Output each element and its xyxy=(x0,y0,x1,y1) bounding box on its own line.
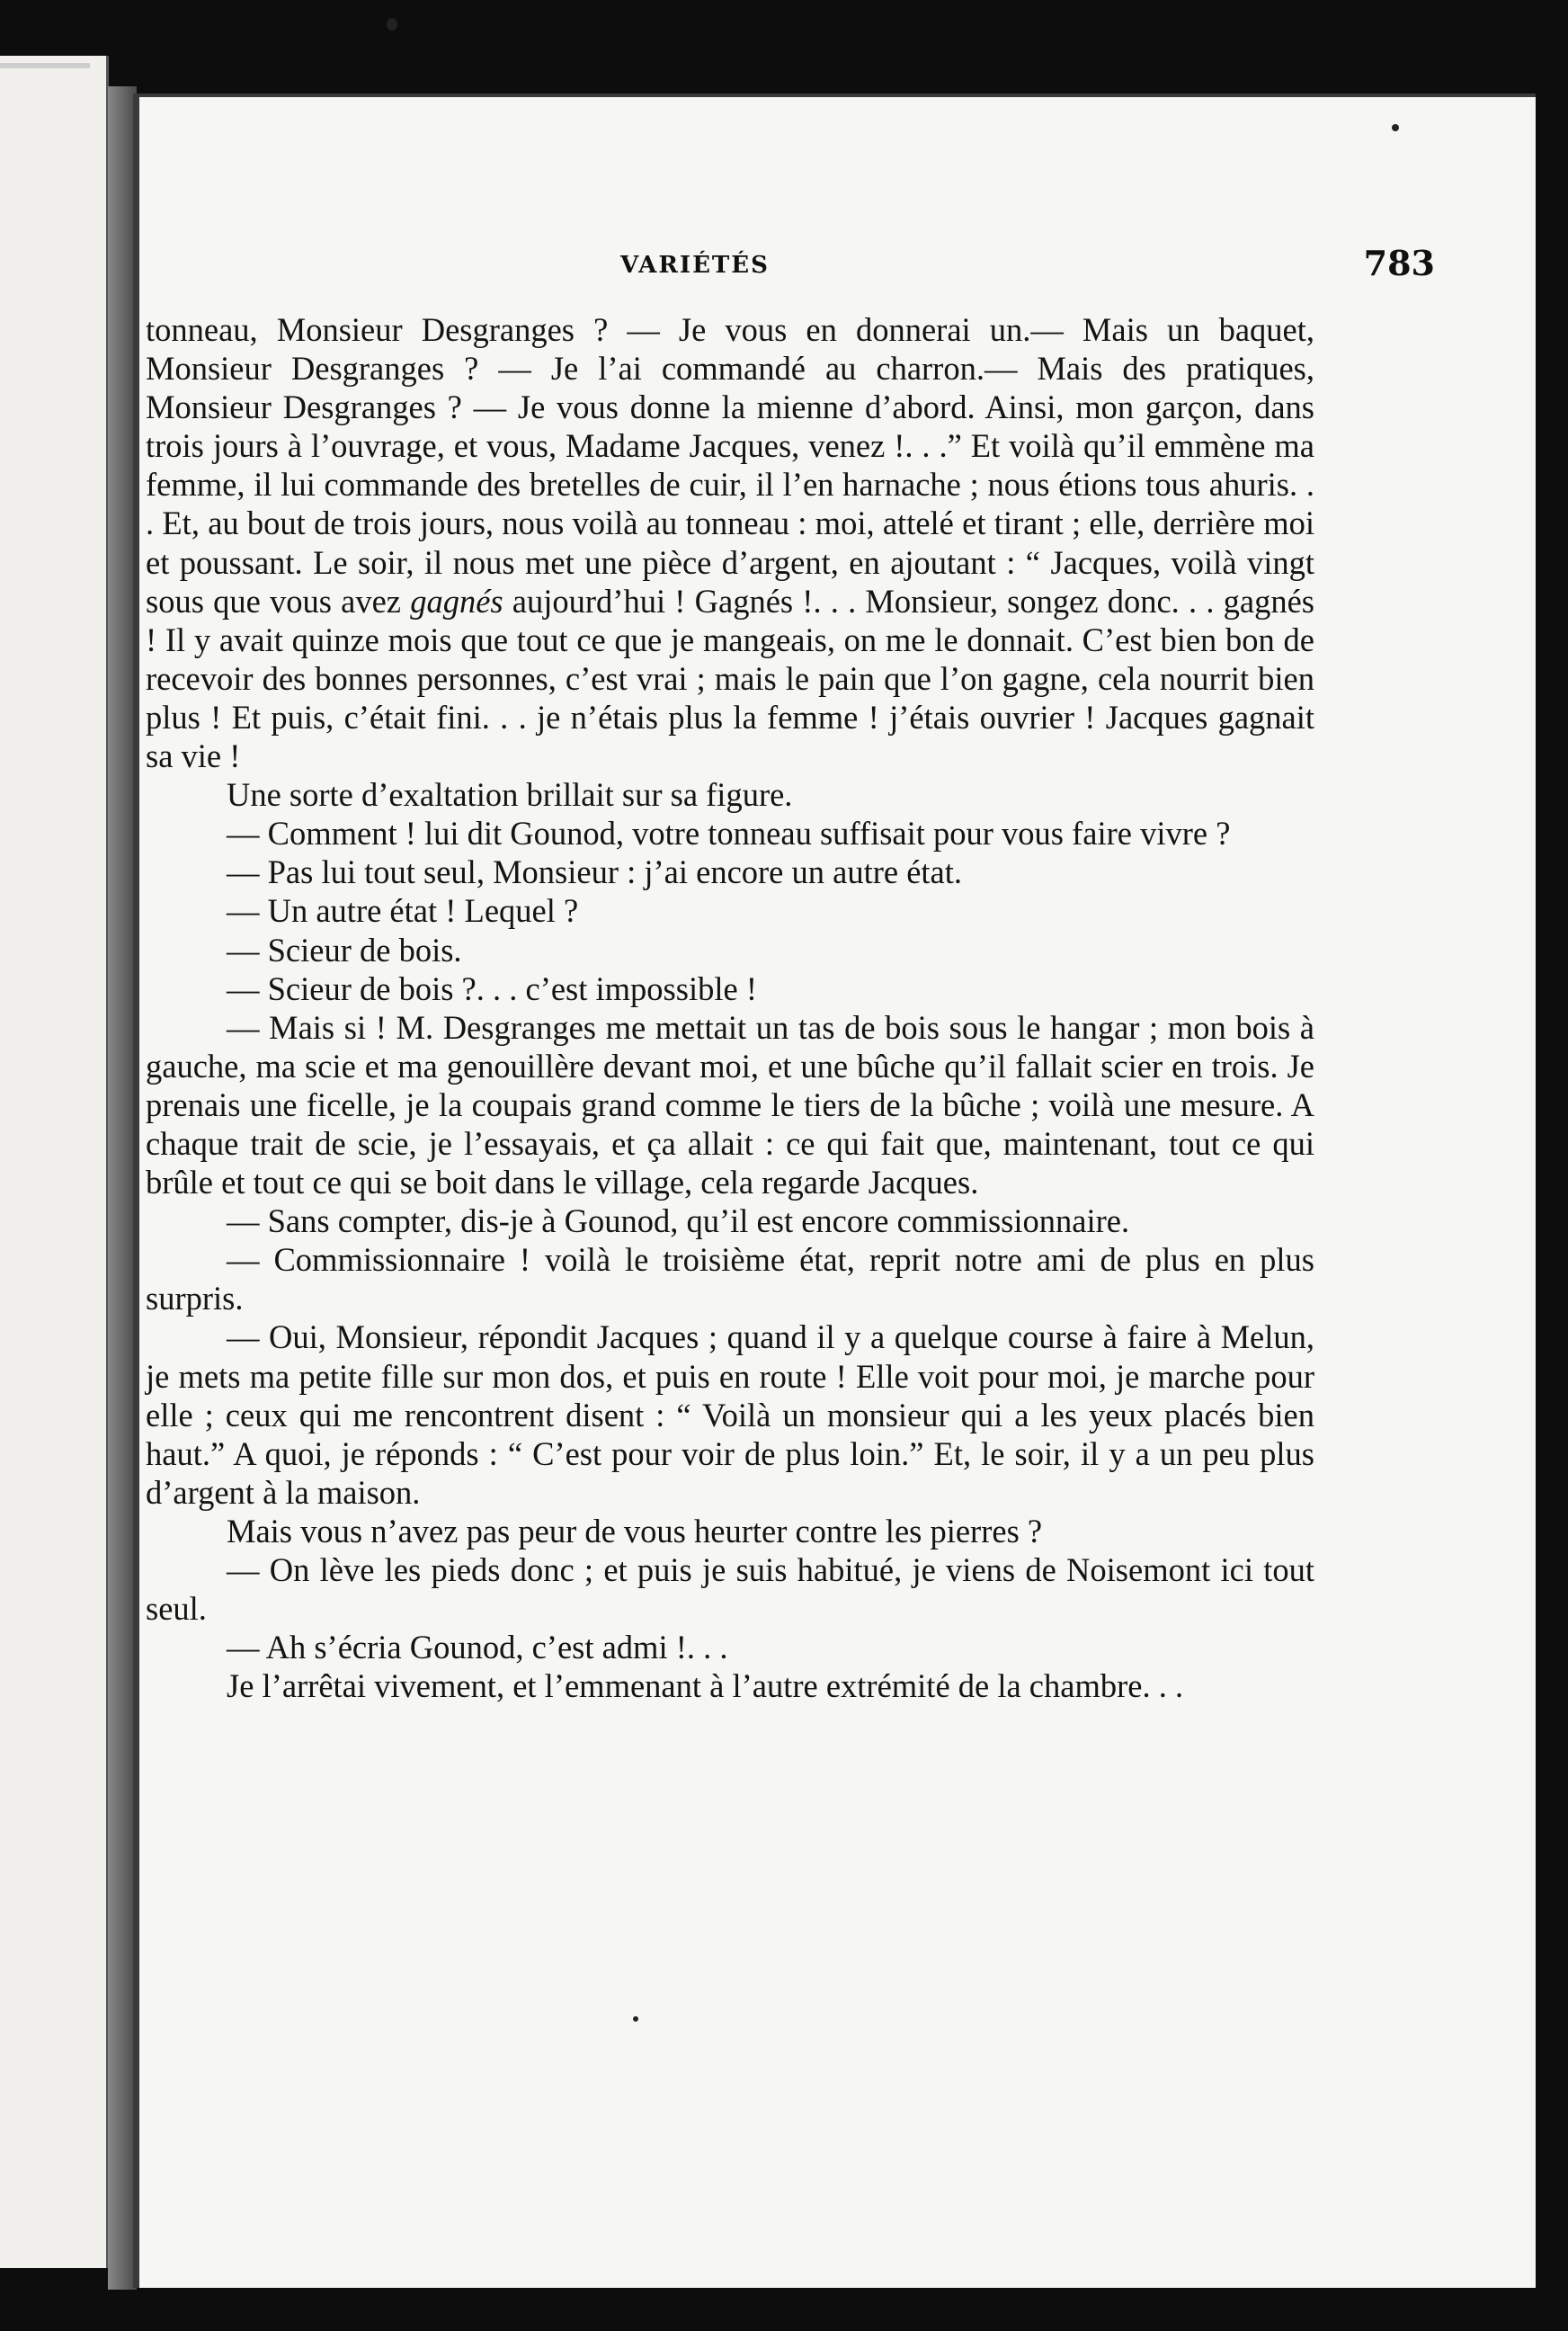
paragraph-3: — Comment ! lui dit Gounod, votre tonneau suffisait pour vous faire vivre ? xyxy=(227,815,1231,853)
paragraph-12: Mais vous n’avez pas peur de vous heurter contre les pierres ? xyxy=(227,1512,1043,1550)
paragraph-6: — Scieur de bois. xyxy=(227,931,462,969)
paragraph-11: — Oui, Monsieur, répondit Jacques ; quand il y a quelque course à faire à Melun, je mets ma petite fille sur mon dos, et puis en route ! Elle voit pour moi, je marche pour elle ; ceux qui me rencontrent disent : “ Voilà un monsieur qui a les yeux placés bien haut.” A quoi, je réponds : “ C’est pour voir de plus loin.” Et, le soir, il y a un peu plus d’argent à la maison. xyxy=(146,1318,1314,1511)
paragraph-1-text: tonneau, Monsieur Desgranges ? — Je vous en donnerai un.— Mais un baquet, Monsieur Desgranges ? — Je l’ai commandé au charron.— Mais des pratiques, Monsieur Desgranges ? — Je vous donne la mienne d’abord. Ainsi, mon garçon, dans trois jours à l’ouvrage, et vous, Madame Jacques, venez !. . .” Et voilà qu’il emmène ma femme, il lui commande des bretelles de cuir, il l’en harnache ; nous étions tous ahuris. . . Et, au bout de trois jours, nous voilà au tonneau : moi, attelé et tirant ; elle, derrière moi et poussant. Le soir, il nous met une pièce d’argent, en ajoutant : “ Jacques, voilà vingt sous que vous avez xyxy=(146,311,1314,620)
dust-speck xyxy=(633,2016,638,2022)
left-facing-page xyxy=(0,56,109,2268)
body-text xyxy=(146,310,1314,1705)
paragraph-1-continuation: aujourd’hui ! Gagnés !. . . Monsieur, songez donc. . . gagnés ! Il y avait quinze mois que tout ce que je mangeais, on me le donnait. C’est bien bon de recevoir des bonnes personnes, c’est vrai ; mais le pain que l’on gagne, cela nourrit bien plus ! Et puis, c’était fini. . . je n’étais plus la femme ! j’étais ouvrier ! Jacques gagnait sa vie ! xyxy=(146,582,1314,775)
page-header xyxy=(0,243,1568,297)
paragraph-4: — Pas lui tout seul, Monsieur : j’ai encore un autre état. xyxy=(227,853,963,891)
page-number: 783 xyxy=(1363,243,1435,283)
paragraph-10: — Commissionnaire ! voilà le troisième état, reprit notre ami de plus en plus surpris. xyxy=(146,1241,1314,1317)
paragraph-8: — Mais si ! M. Desgranges me mettait un tas de bois sous le hangar ; mon bois à gauche, ma scie et ma genouillère devant moi, et une bûche qu’il fallait scier en trois. Je prenais une ficelle, je la coupais grand comme le tiers de la bûche ; voilà une mesure. A chaque trait de scie, je l’essayais, et ça allait : ce qui fait que, maintenant, tout ce qui brûle et tout ce qui se boit dans le village, cela regarde Jacques. xyxy=(146,1008,1314,1201)
emphasis-gagnes: gagnés xyxy=(410,582,503,620)
paragraph-13: — On lève les pieds donc ; et puis je suis habitué, je viens de Noisemont ici tout seul. xyxy=(146,1551,1314,1628)
left-page-edge xyxy=(0,63,90,68)
paragraph-14: — Ah s’écria Gounod, c’est admi !. . . xyxy=(227,1629,728,1666)
paragraph-1 xyxy=(146,310,1314,775)
dust-speck xyxy=(387,18,397,31)
paragraph-9: — Sans compter, dis-je à Gounod, qu’il est encore commissionnaire. xyxy=(227,1202,1130,1240)
running-head: VARIÉTÉS xyxy=(620,252,770,279)
dust-speck xyxy=(1392,124,1399,131)
paragraph-2: Une sorte d’exaltation brillait sur sa figure. xyxy=(227,776,793,814)
paragraph-15: Je l’arrêtai vivement, et l’emmenant à l’autre extrémité de la chambre. . . xyxy=(227,1667,1184,1705)
paragraph-7: — Scieur de bois ?. . . c’est impossible ! xyxy=(227,969,757,1007)
paragraph-5: — Un autre état ! Lequel ? xyxy=(227,892,579,930)
